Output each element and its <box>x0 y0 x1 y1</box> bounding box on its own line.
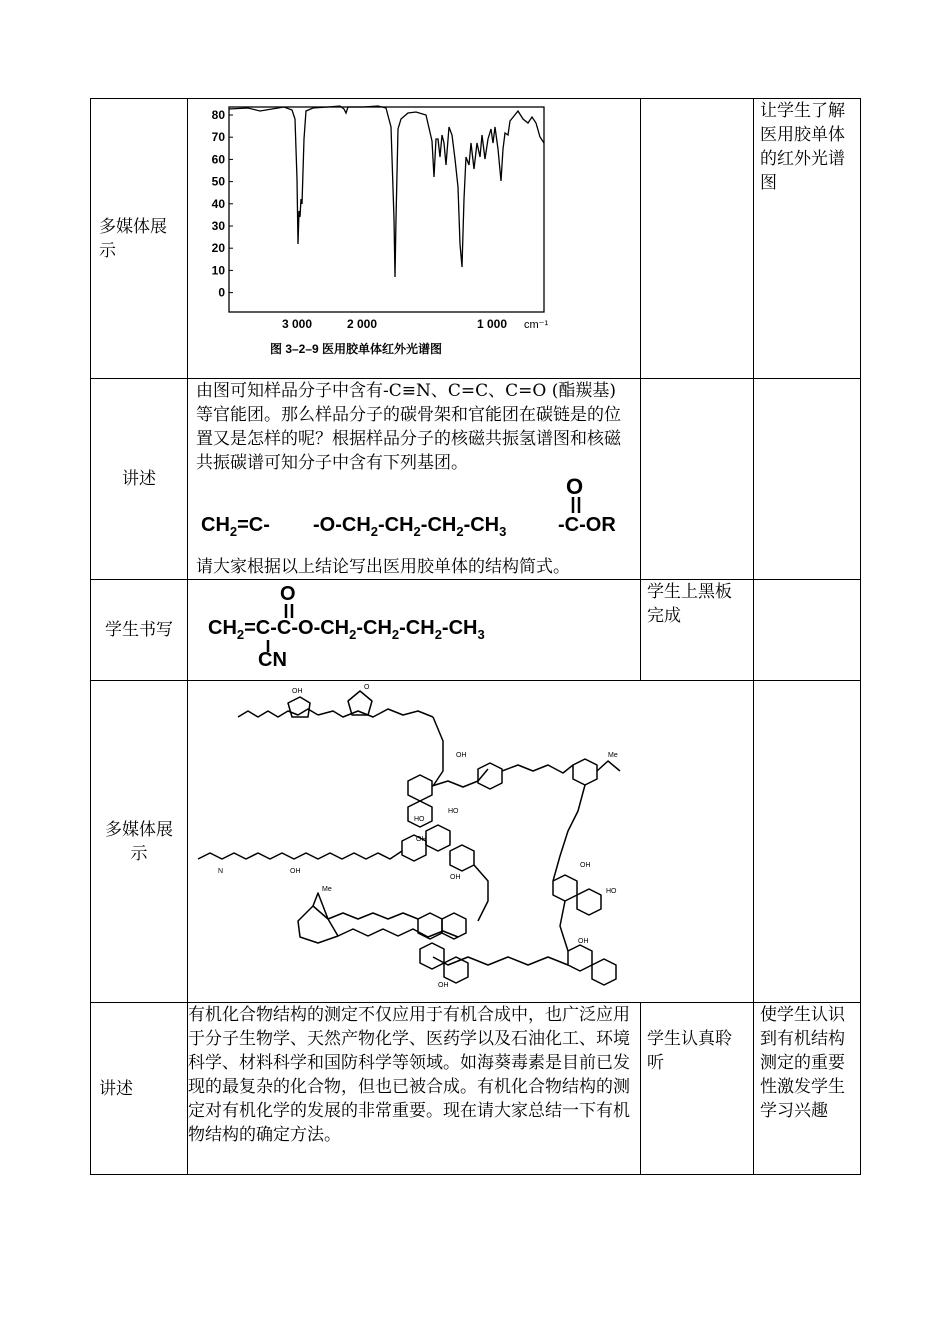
figure-caption: 图 3–2–9 医用胶单体红外光谱图 <box>270 342 443 356</box>
teaching-note: 让学生了解医用胶单体的红外光谱图 <box>754 99 861 379</box>
svg-text:N: N <box>218 868 224 875</box>
structural-formula <box>188 580 640 680</box>
svg-text:Me: Me <box>608 752 618 759</box>
row-label: 多媒体展示 <box>91 99 188 379</box>
empty-cell <box>641 379 754 580</box>
structure-cell <box>188 580 641 681</box>
svg-text:HO: HO <box>414 816 425 823</box>
group-butoxy: $-O-CH_2-CH_2-CH_2-CH_3$ <box>313 514 507 539</box>
teaching-note: 使学生认识到有机结构测定的重要性激发学生学习兴趣 <box>754 1003 861 1175</box>
ir-spectrum-figure <box>188 99 641 379</box>
student-activity: 学生上黑板完成 <box>641 580 754 681</box>
svg-text:OH: OH <box>438 982 449 989</box>
svg-text:OH: OH <box>416 836 427 843</box>
x-tick-label: 3 000 <box>281 317 313 331</box>
x-tick-label: 1 000 <box>476 317 508 331</box>
ir-spectrum-curve <box>229 106 544 277</box>
row-ir-spectrum <box>91 99 861 379</box>
carbonyl-oxygen: O <box>566 474 584 499</box>
row-closing <box>91 1003 861 1175</box>
svg-text:HO: HO <box>606 888 617 895</box>
y-tick-label: 30 <box>211 219 225 233</box>
row-label: 多媒体展示 <box>91 681 188 1003</box>
double-bond-mark <box>568 497 584 513</box>
svg-text:OH: OH <box>456 752 467 759</box>
structure-cyano: CN <box>258 649 287 671</box>
empty-cell <box>754 379 861 580</box>
palytoxin-figure <box>188 681 754 1003</box>
y-tick-label: 70 <box>211 130 225 145</box>
functional-groups <box>188 475 640 555</box>
x-tick-label: 2 000 <box>346 317 378 331</box>
closing-text: 有机化合物结构的测定不仅应用于有机合成中，也广泛应用于分子生物学、天然产物化学、医药学以及石油化工、环境科学、材料科学和国防科学等领域。如海葵毒素是目前已发现的最复杂的化合物，但也已被合成。有机化合物结构的测定对有机化学的发展的非常重要。现在请大家总结一下有机物结构的确定方法。 <box>188 1003 641 1175</box>
empty-cell <box>754 681 861 1003</box>
row-functional-groups <box>91 379 861 580</box>
y-tick-label: 40 <box>211 196 225 211</box>
y-tick-label: 20 <box>211 241 225 256</box>
explanation-text: 由图可知样品分子中含有-C≡N、C=C、C=O (酯羰基)等官能团。那么样品分子的碳骨架和官能团在碳链是的位置又是怎样的呢？根据样品分子的核磁共振氢谱图和核磁共振碳谱可知分子中含有下列基团。 <box>196 381 621 473</box>
svg-text:HO: HO <box>448 808 459 815</box>
y-tick-label: 50 <box>211 174 225 189</box>
row-student-writing <box>91 580 861 681</box>
y-tick-label: 10 <box>211 263 225 278</box>
svg-text:OH: OH <box>292 688 303 695</box>
svg-text:O: O <box>364 684 370 691</box>
palytoxin-structure <box>188 681 653 995</box>
svg-text:OH: OH <box>290 868 301 875</box>
x-axis-unit: cm⁻¹ <box>524 319 549 331</box>
y-tick-label: 80 <box>211 108 225 122</box>
y-tick-label: 0 <box>218 285 225 300</box>
y-tick-labels <box>212 108 233 300</box>
empty-cell <box>641 99 754 379</box>
row-label: 学生书写 <box>91 580 188 681</box>
explanation-cell <box>188 379 641 580</box>
ir-spectrum-chart <box>188 99 641 371</box>
structure-main-chain: $CH_2=C-C-O-CH_2-CH_2-CH_2-CH_3$ <box>208 617 485 642</box>
row-label: 讲述 <box>91 379 188 580</box>
structure-top-oxygen: O <box>280 583 296 605</box>
svg-text:Me: Me <box>322 886 332 893</box>
group-vinyl: $CH_2=C-$ <box>201 514 270 539</box>
svg-text:OH: OH <box>578 938 589 945</box>
svg-text:OH: OH <box>580 862 591 869</box>
y-tick-label: 60 <box>211 152 225 167</box>
svg-text:OH: OH <box>450 874 461 881</box>
instruction-text: 请大家根据以上结论写出医用胶单体的结构简式。 <box>196 557 570 577</box>
lesson-table <box>90 98 861 1175</box>
student-activity: 学生认真聆听 <box>641 1003 754 1175</box>
row-palytoxin <box>91 681 861 1003</box>
empty-cell <box>754 580 861 681</box>
row-label: 讲述 <box>91 1003 188 1175</box>
x-tick-labels <box>282 317 507 331</box>
group-ester: -C-OR <box>558 514 616 536</box>
